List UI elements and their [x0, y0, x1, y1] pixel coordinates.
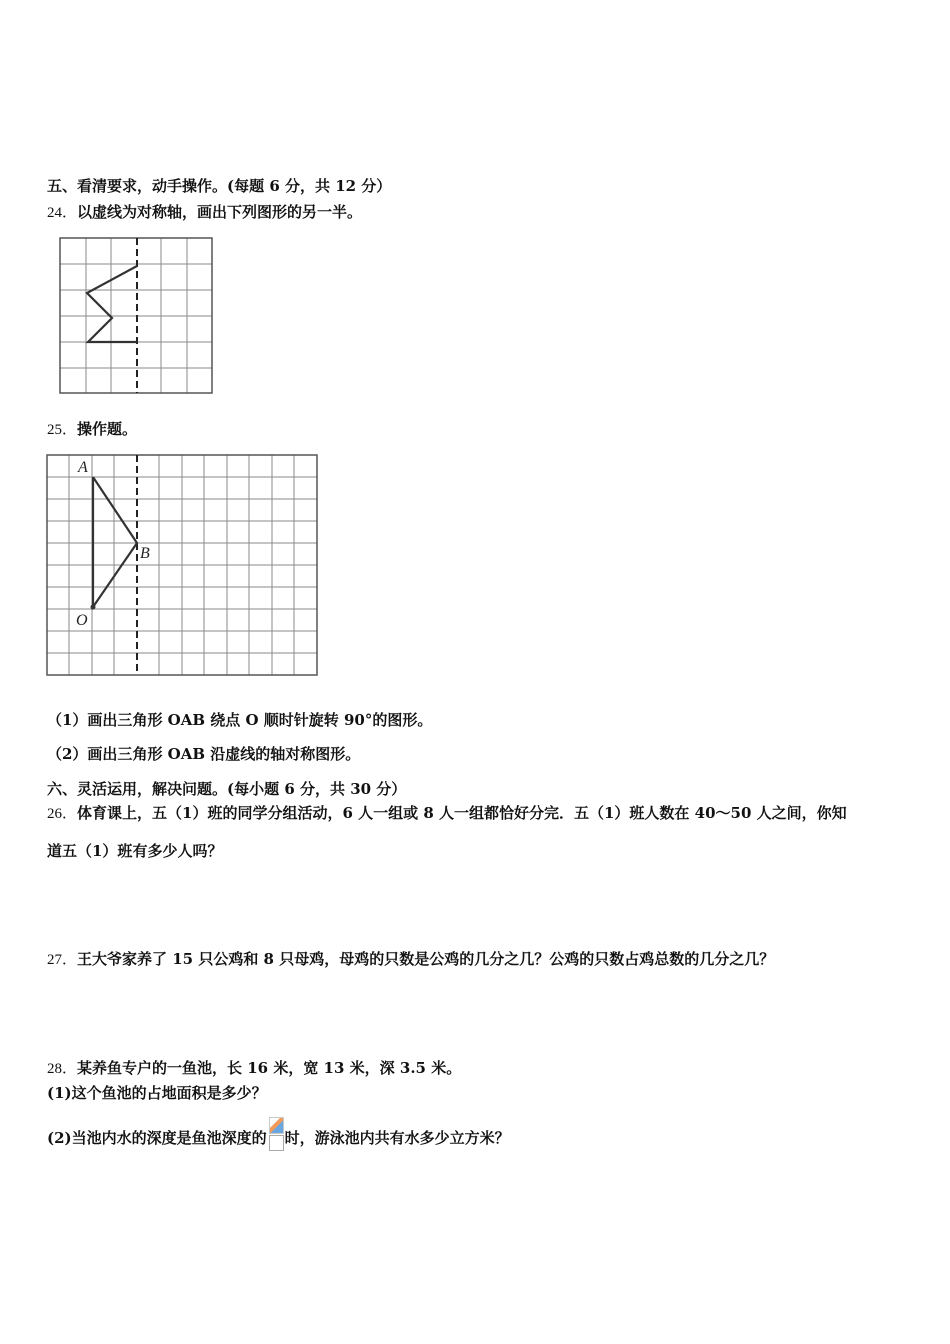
question-27-text: 王大爷家养了 15 只公鸡和 8 只母鸡，母鸡的只数是公鸡的几分之几？公鸡的只数占鸡总数的几分之几？ [77, 950, 775, 968]
question-28-text: 某养鱼专户的一鱼池，长 16 米，宽 13 米，深 3.5 米。 [77, 1059, 462, 1077]
question-26-line-1 [47, 803, 847, 824]
q25-point-o [91, 605, 96, 610]
question-27 [47, 949, 774, 970]
section-5-heading: 五、看清要求，动手操作。(每题 6 分，共 12 分） [47, 177, 392, 195]
question-24-text: 以虚线为对称轴，画出下列图形的另一半。 [77, 203, 363, 221]
question-28 [47, 1058, 461, 1079]
question-28-part-2 [47, 1117, 510, 1155]
q25-grid-lines [47, 455, 317, 675]
fraction-image-icon [268, 1117, 284, 1151]
question-25-part-1: （1）画出三角形 OAB 绕点 O 顺时针旋转 90°的图形。 [47, 711, 433, 729]
question-26-number: 26． [47, 806, 78, 822]
question-28-part-2-before: (2)当池内水的深度是鱼池深度的 [47, 1129, 267, 1147]
question-25-text: 操作题。 [77, 420, 138, 438]
question-27-number: 27． [47, 952, 78, 968]
section-6-heading: 六、灵活运用，解决问题。(每小题 6 分，共 30 分） [47, 780, 407, 798]
q25-label-b: B [140, 545, 150, 562]
question-26-text-1: 体育课上，五（1）班的同学分组活动，6 人一组或 8 人一组都恰好分完．五（1）班人数在 40～50 人之间，你知 [77, 804, 847, 822]
question-24-number: 24． [47, 205, 78, 221]
q25-label-a: A [78, 459, 88, 476]
question-25 [47, 419, 137, 440]
question-24 [47, 202, 362, 223]
question-28-number: 28． [47, 1061, 78, 1077]
q24-grid-figure [60, 238, 220, 398]
question-25-part-2: （2）画出三角形 OAB 沿虚线的轴对称图形。 [47, 745, 361, 763]
question-25-number: 25． [47, 422, 78, 438]
question-26-line-2: 道五（1）班有多少人吗？ [47, 842, 223, 860]
question-28-part-1: (1)这个鱼池的占地面积是多少？ [47, 1084, 267, 1102]
q25-grid-figure [47, 455, 322, 680]
q25-label-o: O [76, 612, 88, 629]
question-28-part-2-after: 时，游泳池内共有水多少立方米？ [284, 1129, 510, 1147]
q24-half-shape [87, 266, 137, 342]
